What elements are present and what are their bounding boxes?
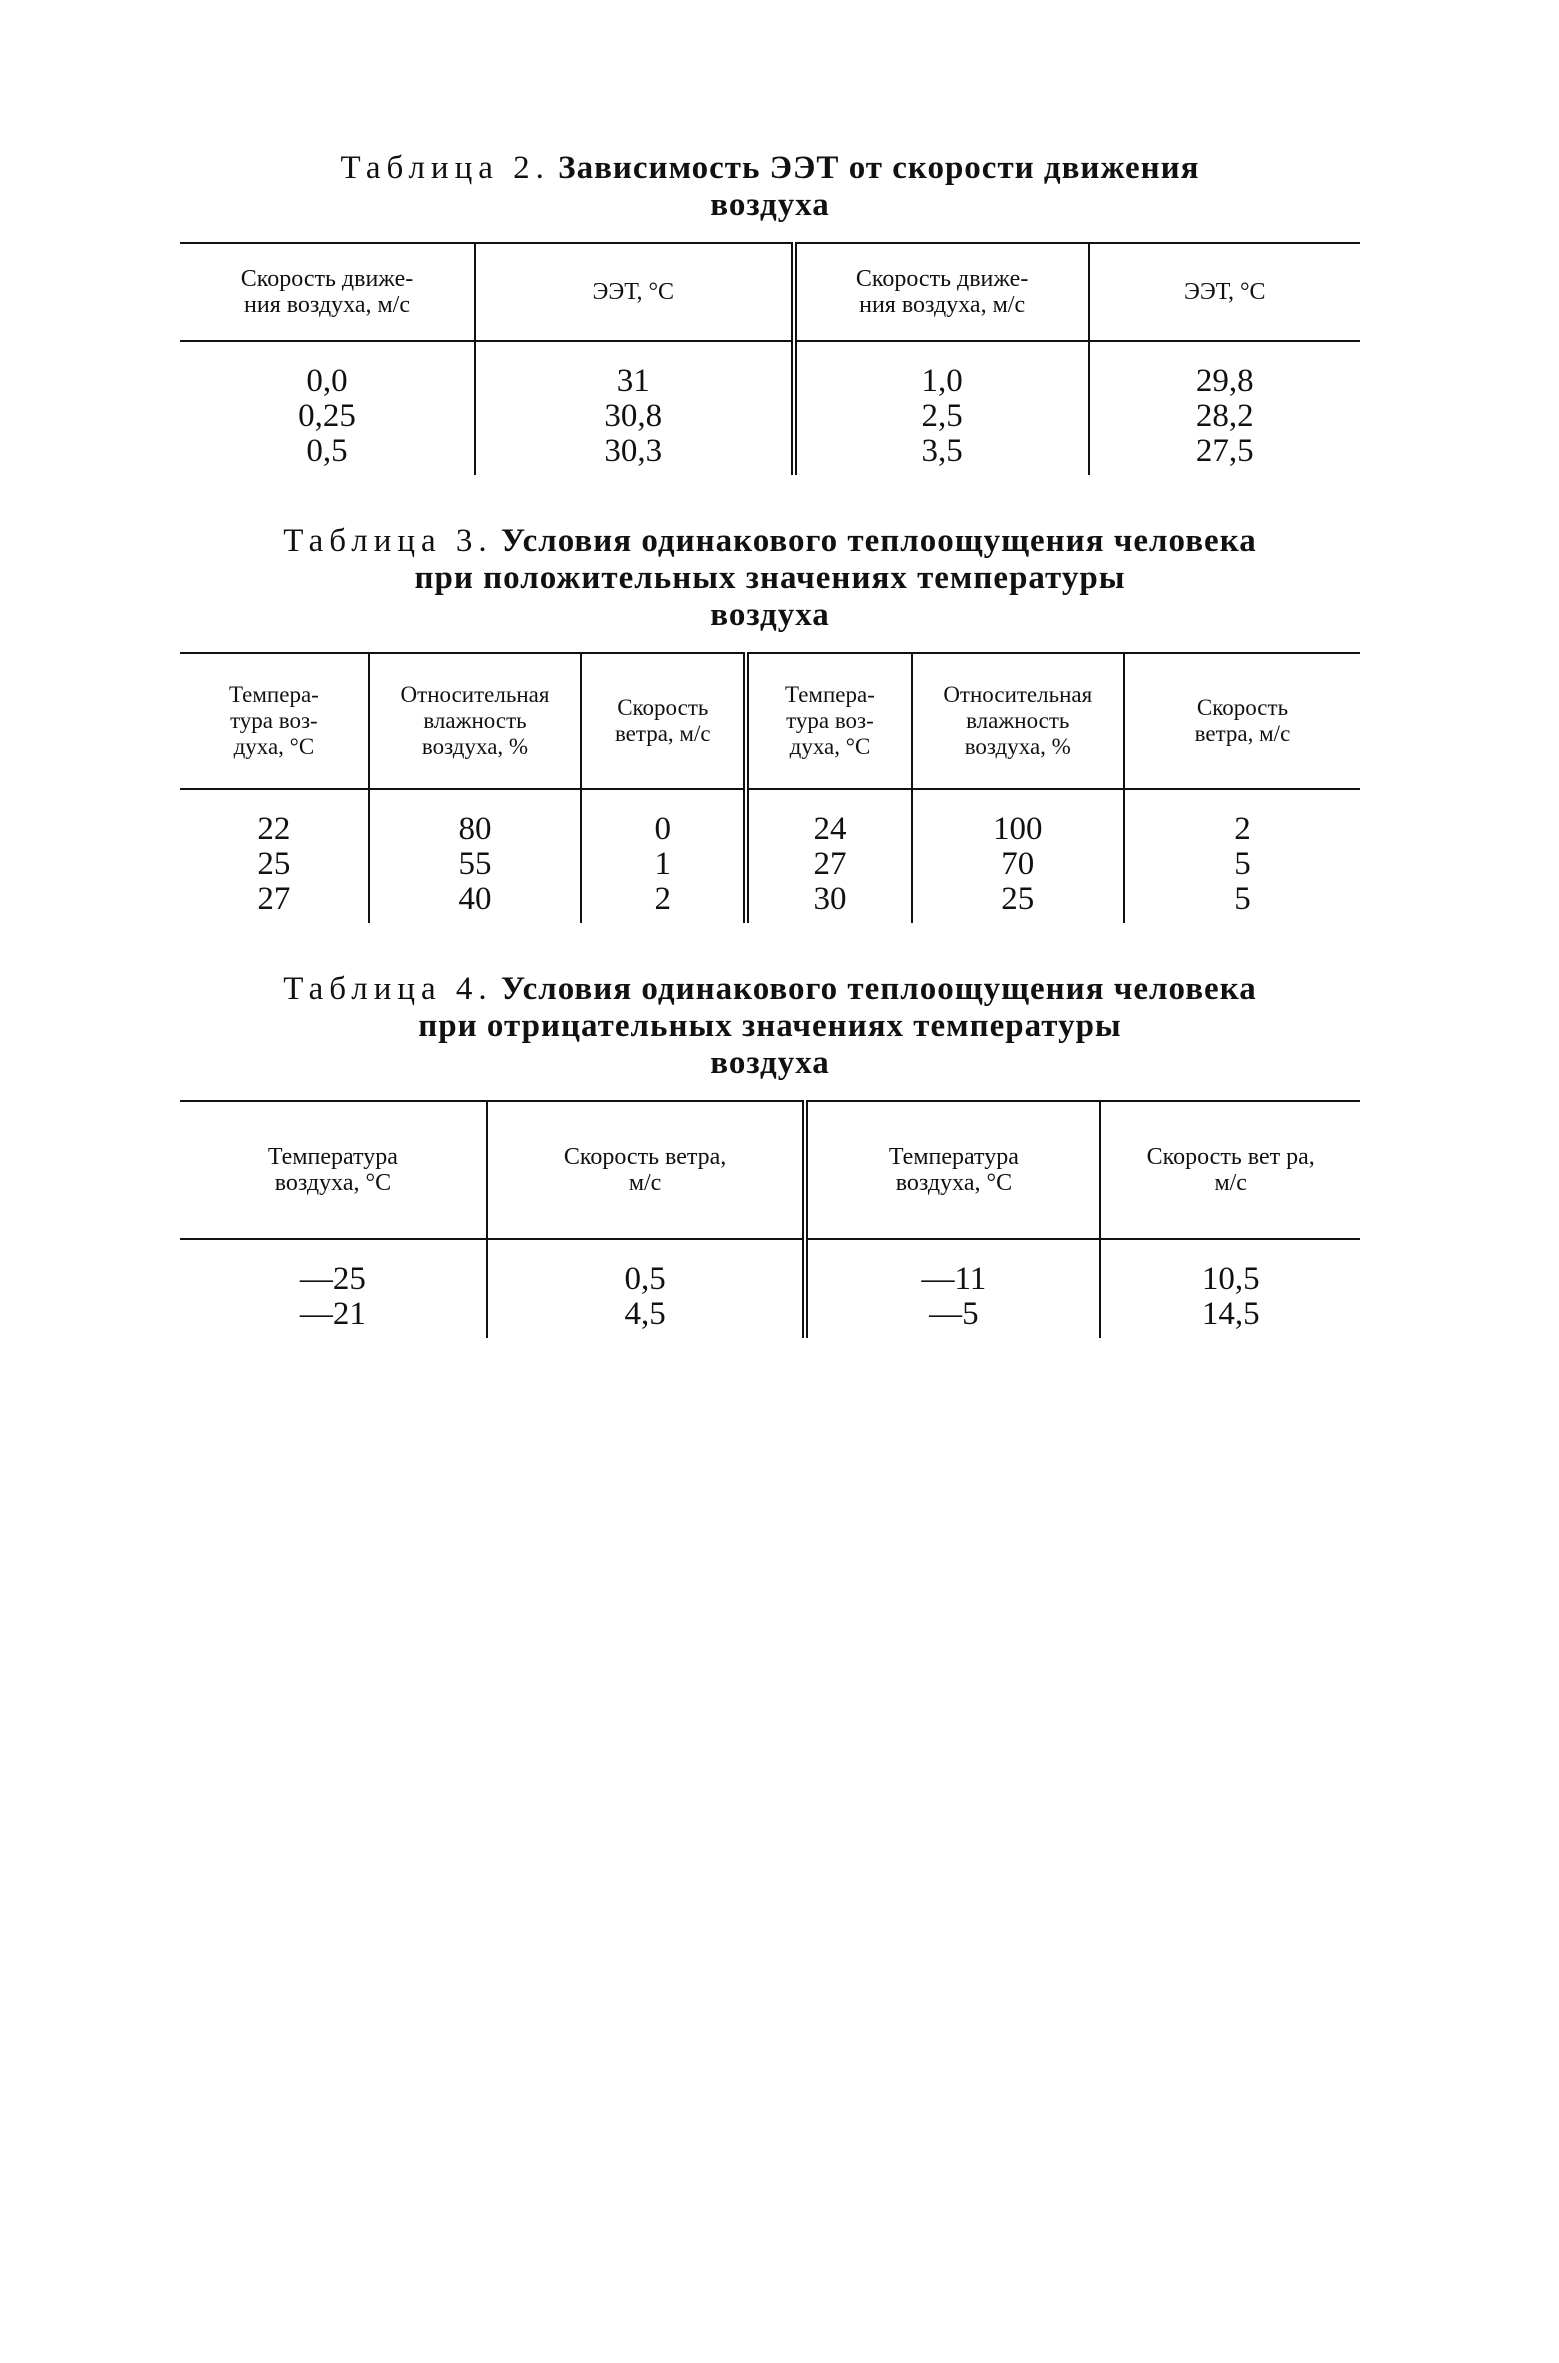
table-cell-value: 30 xyxy=(813,881,847,917)
table-cell-value: 70 xyxy=(1001,846,1035,882)
table-2-cell xyxy=(794,341,1089,475)
table-3-title-line-1: Условия одинакового теплоощущения человека xyxy=(500,523,1257,559)
table-3-caption xyxy=(180,523,1360,634)
table-2-header-row xyxy=(180,243,1360,341)
table-cell-value: 5 xyxy=(1234,846,1251,882)
table-4-header-row xyxy=(180,1101,1360,1239)
table-4 xyxy=(180,1100,1360,1338)
table-2-header-cell: Скорость движе- ния воздуха, м/с xyxy=(794,243,1089,341)
table-4-header-cell: Скорость вет ра, м/с xyxy=(1100,1101,1360,1239)
table-3-header-cell: Темпера- тура воз- духа, °С xyxy=(228,682,319,759)
table-cell-value: —11 xyxy=(921,1261,987,1297)
table-cell-value: 22 xyxy=(257,811,291,847)
table-cell-value: 0,0 xyxy=(306,363,348,399)
table-2-title-line-1: Зависимость ЭЭТ от скорости движения xyxy=(558,150,1200,186)
table-2-number: Таблица 2. xyxy=(340,150,550,186)
table-cell-value: —5 xyxy=(929,1296,979,1332)
table-3-cell xyxy=(180,789,369,923)
table-3-header-cell: Скорость ветра, м/с xyxy=(1124,653,1360,789)
table-cell-value: 27 xyxy=(257,881,291,917)
table-2-header-cell: ЭЭТ, °С xyxy=(475,243,794,341)
table-4-title-line-1: Условия одинакового теплоощущения человека xyxy=(500,971,1257,1007)
table-3-header-cell: Темпера- тура воз- духа, °С xyxy=(746,653,911,789)
table-cell-value: 0,5 xyxy=(306,433,348,469)
table-cell-value: 2 xyxy=(654,881,672,917)
table-4-cell xyxy=(487,1239,806,1338)
table-3-cell xyxy=(1124,789,1360,923)
table-cell-value: 14,5 xyxy=(1201,1296,1260,1332)
table-cell-value: 0,25 xyxy=(298,398,356,434)
table-cell-value: 2 xyxy=(1234,811,1251,847)
table-2-block xyxy=(180,150,1360,475)
table-cell-value: —21 xyxy=(299,1296,366,1332)
table-cell-value: 40 xyxy=(458,881,492,917)
table-cell-value: 29,8 xyxy=(1195,363,1254,399)
table-cell-value: 30,3 xyxy=(604,433,663,469)
table-cell-value: 27 xyxy=(813,846,847,882)
table-4-header-cell: Температура воздуха, °С xyxy=(805,1101,1100,1239)
table-cell-value: 27,5 xyxy=(1195,433,1254,469)
table-cell-value: 2,5 xyxy=(921,398,963,434)
table-2-caption xyxy=(180,150,1360,224)
table-cell-value: 55 xyxy=(458,846,492,882)
table-cell-value: 1 xyxy=(654,846,672,882)
table-3-title-line-3: воздуха xyxy=(710,597,830,633)
table-cell-value: 24 xyxy=(813,811,847,847)
table-4-cell xyxy=(180,1239,487,1338)
table-3-number: Таблица 3. xyxy=(283,523,493,559)
table-4-block xyxy=(180,971,1360,1338)
table-3-block xyxy=(180,523,1360,923)
table-cell-value: 10,5 xyxy=(1201,1261,1260,1297)
table-row xyxy=(180,341,1360,475)
table-4-number: Таблица 4. xyxy=(283,971,493,1007)
document-page xyxy=(180,150,1360,1338)
table-2-title-line-2: воздуха xyxy=(710,187,830,223)
table-cell-value: 1,0 xyxy=(921,363,963,399)
table-3-cell xyxy=(746,789,911,923)
table-2 xyxy=(180,242,1360,475)
table-2-header-cell: ЭЭТ, °С xyxy=(1089,243,1360,341)
table-3 xyxy=(180,652,1360,923)
table-2-cell xyxy=(475,341,794,475)
table-3-header-row xyxy=(180,653,1360,789)
table-cell-value: 28,2 xyxy=(1195,398,1254,434)
table-4-title-line-2: при отрицательных значениях температуры xyxy=(418,1008,1122,1044)
table-row xyxy=(180,789,1360,923)
table-3-cell xyxy=(581,789,746,923)
table-4-caption xyxy=(180,971,1360,1082)
table-2-cell xyxy=(1089,341,1360,475)
table-cell-value: —25 xyxy=(299,1261,366,1297)
table-row xyxy=(180,1239,1360,1338)
table-2-cell xyxy=(180,341,475,475)
table-4-header-cell: Температура воздуха, °С xyxy=(267,1144,398,1196)
table-4-cell xyxy=(1100,1239,1360,1338)
table-3-title-line-2: при положительных значениях температуры xyxy=(414,560,1126,596)
table-cell-value: 0 xyxy=(654,811,672,847)
table-cell-value: 80 xyxy=(458,811,492,847)
table-cell-value: 3,5 xyxy=(921,433,963,469)
table-4-cell xyxy=(805,1239,1100,1338)
table-cell-value: 0,5 xyxy=(624,1261,666,1297)
table-cell-value: 25 xyxy=(1001,881,1035,917)
table-3-header-cell: Относительная влажность воздуха, % xyxy=(912,653,1124,789)
table-3-header-cell: Относительная влажность воздуха, % xyxy=(369,653,581,789)
table-3-cell xyxy=(369,789,581,923)
table-2-header-cell: Скорость движе- ния воздуха, м/с xyxy=(240,266,414,318)
table-cell-value: 4,5 xyxy=(624,1296,666,1332)
table-4-title-line-3: воздуха xyxy=(710,1045,830,1081)
table-cell-value: 30,8 xyxy=(604,398,663,434)
table-3-header-cell: Скорость ветра, м/с xyxy=(581,653,746,789)
table-cell-value: 31 xyxy=(616,363,650,399)
table-cell-value: 5 xyxy=(1234,881,1251,917)
table-3-cell xyxy=(912,789,1124,923)
table-cell-value: 100 xyxy=(993,811,1043,847)
table-cell-value: 25 xyxy=(257,846,291,882)
table-4-header-cell: Скорость ветра, м/с xyxy=(487,1101,806,1239)
